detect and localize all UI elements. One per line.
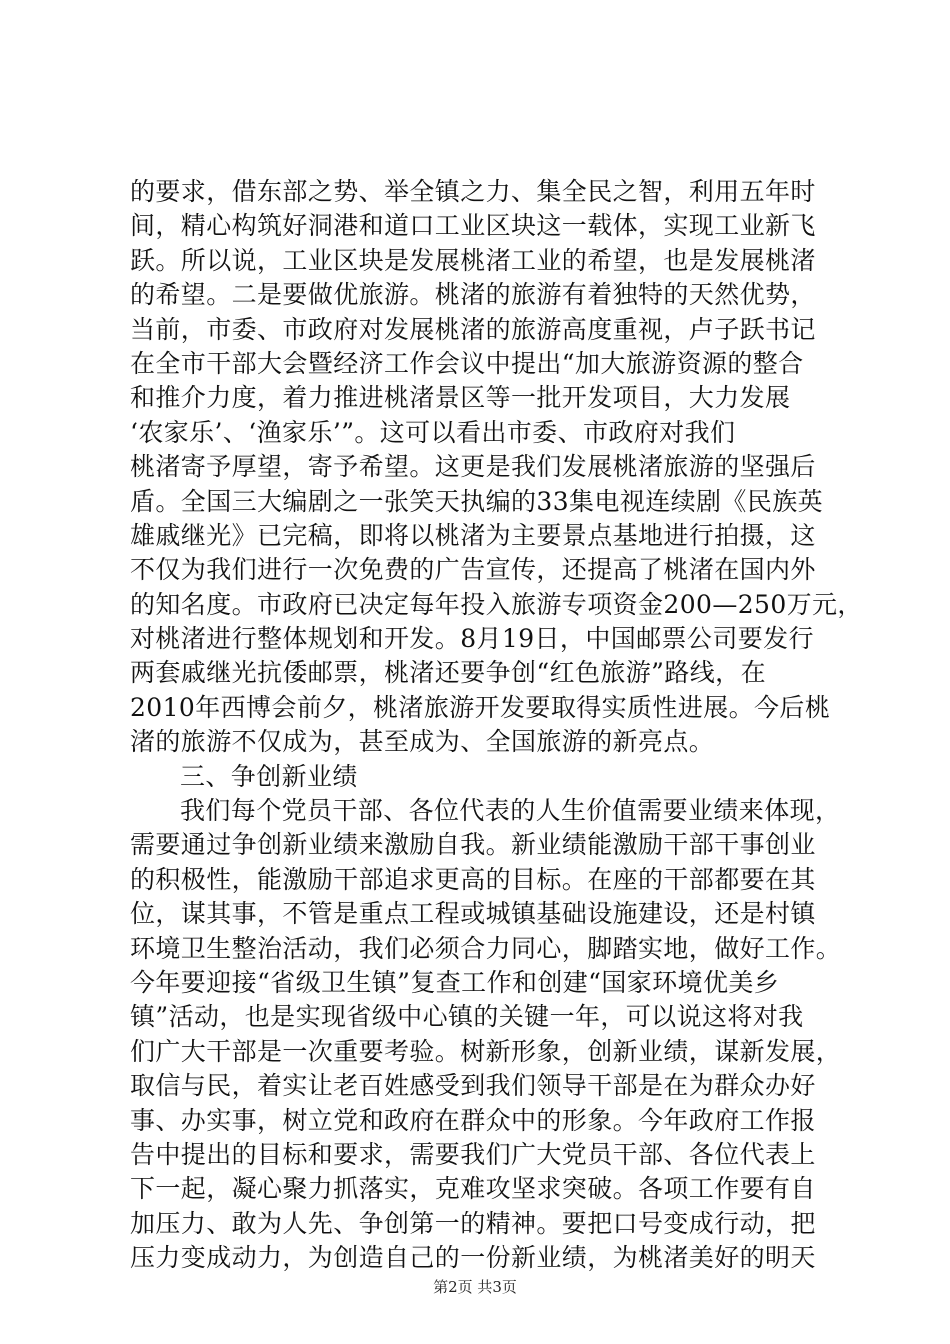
text-line: 压力变成动力，为创造自己的一份新业绩，为桃渚美好的明天 xyxy=(130,1243,816,1273)
text-line: 的要求，借东部之势、举全镇之力、集全民之智，利用五年时 xyxy=(130,177,816,206)
text-line: 两套戚继光抗倭邮票，桃渚还要争创“红色旅游”路线，在 xyxy=(130,658,766,688)
section-heading: 三、争创新业绩 xyxy=(180,761,358,791)
text-line: 下一起，凝心聚力抓落实，克难攻坚求突破。各项工作要有自 xyxy=(130,1174,816,1204)
text-line: 今年要迎接“省级卫生镇”复查工作和创建“国家环境优美乡 xyxy=(130,967,780,997)
text-line: 不仅为我们进行一次免费的广告宣传，还提高了桃渚在国内外 xyxy=(130,555,816,585)
text-line: 加压力、敢为人先、争创第一的精神。要把口号变成行动，把 xyxy=(130,1208,816,1238)
text-line: 环境卫生整治活动，我们必须合力同心，脚踏实地，做好工作。 xyxy=(130,933,842,963)
text-line: 跃。所以说，工业区块是发展桃渚工业的希望，也是发展桃渚 xyxy=(130,245,816,275)
text-line: 位，谋其事，不管是重点工程或城镇基础设施建设，还是村镇 xyxy=(130,899,816,929)
text-line: 取信与民，着实让老百姓感受到我们领导干部是在为群众办好 xyxy=(130,1071,816,1101)
text-line: 的积极性，能激励干部追求更高的目标。在座的干部都要在其 xyxy=(130,864,816,894)
text-line: 2010年西博会前夕，桃渚旅游开发要取得实质性进展。今后桃 xyxy=(130,692,831,722)
text-line: 镇”活动，也是实现省级中心镇的关键一年，可以说这将对我 xyxy=(130,1002,804,1032)
text-line: 对桃渚进行整体规划和开发。8月19日，中国邮票公司要发行 xyxy=(130,624,814,654)
text-line: 桃渚寄予厚望，寄予希望。这更是我们发展桃渚旅游的坚强后 xyxy=(130,452,816,482)
text-line: 盾。全国三大编剧之一张笑天执编的33集电视连续剧《民族英 xyxy=(130,486,824,516)
text-line: ‘农家乐’、‘渔家乐’”。这可以看出市委、市政府对我们 xyxy=(130,417,736,447)
text-line: 需要通过争创新业绩来激励自我。新业绩能激励干部干事创业 xyxy=(130,830,816,860)
text-line: 当前，市委、市政府对发展桃渚的旅游高度重视，卢子跃书记 xyxy=(130,314,816,344)
text-line: 渚的旅游不仅成为，甚至成为、全国旅游的新亮点。 xyxy=(130,727,715,757)
document-body xyxy=(130,175,863,1276)
page-footer: 第2页 共3页 xyxy=(433,1278,517,1296)
text-line: 告中提出的目标和要求，需要我们广大党员干部、各位代表上 xyxy=(130,1139,816,1169)
text-line: 事、办实事，树立党和政府在群众中的形象。今年政府工作报 xyxy=(130,1105,816,1135)
text-line: 们广大干部是一次重要考验。树新形象，创新业绩，谋新发展， xyxy=(130,1036,842,1066)
text-line: 雄戚继光》已完稿，即将以桃渚为主要景点基地进行拍摄，这 xyxy=(130,520,816,550)
text-line: 的希望。二是要做优旅游。桃渚的旅游有着独特的天然优势， xyxy=(130,280,816,310)
text-line: 和推介力度，着力推进桃渚景区等一批开发项目，大力发展 xyxy=(130,383,791,413)
text-line: 间，精心构筑好洞港和道口工业区块这一载体，实现工业新飞 xyxy=(130,211,816,241)
text-line: 在全市干部大会暨经济工作会议中提出“加大旅游资源的整合 xyxy=(130,348,804,378)
paragraph-first-line: 我们每个党员干部、各位代表的人生价值需要业绩来体现， xyxy=(180,796,841,826)
text-line: 的知名度。市政府已决定每年投入旅游专项资金200—250万元， xyxy=(130,589,863,619)
